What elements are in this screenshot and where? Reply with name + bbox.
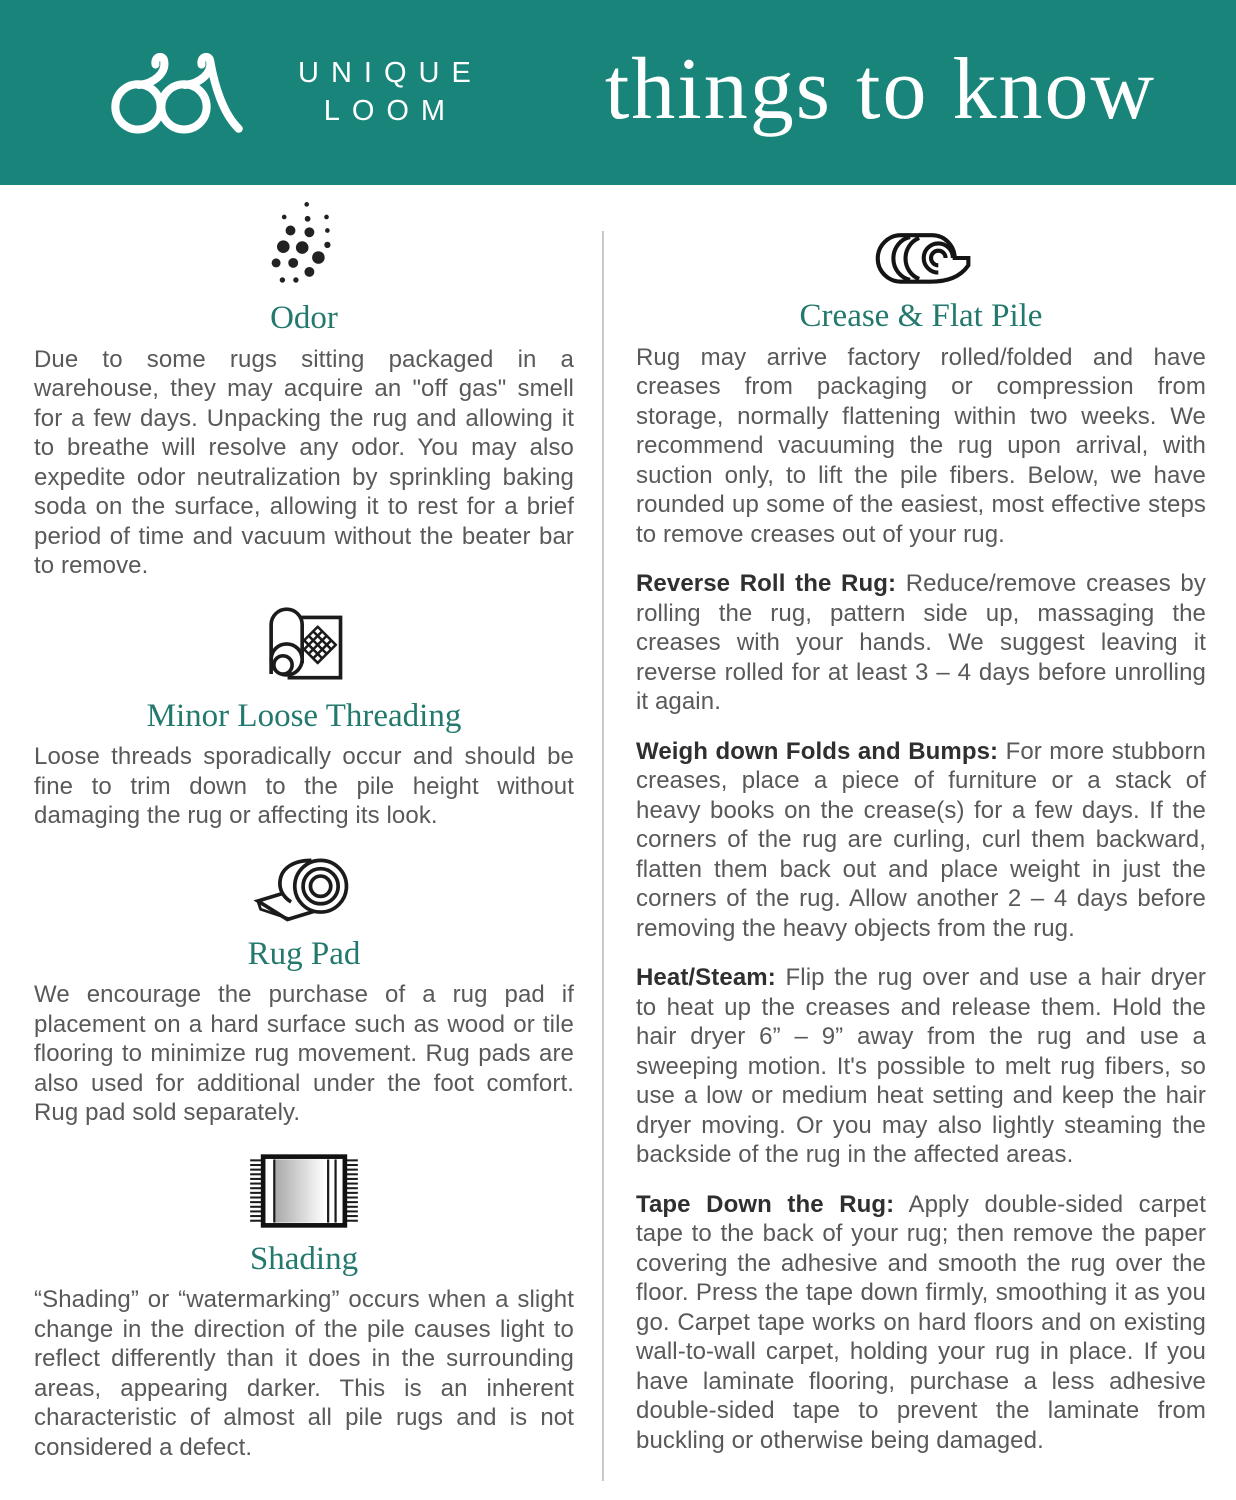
tip-label: Tape Down the Rug:: [636, 1190, 895, 1218]
section-crease-flat-pile: [636, 229, 1206, 1455]
tip-label: Heat/Steam:: [636, 964, 776, 992]
brand: [100, 47, 483, 139]
content: [0, 185, 1236, 1481]
tip-reverse-roll: [636, 569, 1206, 717]
section-heading: Crease & Flat Pile: [799, 298, 1043, 334]
section-body: “Shading” or “watermarking” occurs when a slight change in the direction of the pile causes light to reflect differently than it does in the surrounding areas, appearing darker. This is an inherent characteristic of almost all pile rugs and is not considered a defect.: [34, 1286, 574, 1461]
section-heading: Rug Pad: [247, 935, 361, 972]
section-intro: Rug may arrive factory rolled/folded and have creases from packaging or compression from storage, normally flattening within two weeks. We recommend vacuuming the rug upon arrival, with suction only, to lift the pile fibers. Below, we have rounded up some of the easiest, most effective steps to remove creases out of your rug.: [636, 343, 1206, 548]
shaded-rug-icon: [34, 1152, 574, 1230]
section-shading: [34, 1152, 574, 1463]
section-minor-loose-threading: [34, 599, 574, 831]
section-body: Due to some rugs sitting packaged in a warehouse, they may acquire an "off gas" smell for a few days. Unpacking the rug and allowing it to breathe will resolve any odor. You may also expedite odor neutralization by sprinkling baking soda on the surface, allowing it to rest for a brief period of time and vacuum without the beater bar to remove.: [34, 345, 574, 580]
left-column: [34, 185, 574, 1481]
tip-text: Apply double-sided carpet tape to the back of your rug; then remove the paper covering the adhesive and smooth the rug over the floor. Press the tape down firmly, smoothing it as you go. Carpet tape works on hard floors and on existing wall-to-wall carpet, holding your rug in place. If you have laminate flooring, purchase a less adhesive double-sided tape to prevent the laminate from buckling or otherwise being damaged.: [636, 1190, 1206, 1454]
brand-line-1: UNIQUE: [298, 56, 483, 89]
section-body: We encourage the purchase of a rug pad if placement on a hard surface such as wood or tile flooring to minimize rug movement. Rug pads are also used for additional under the foot comfort. Rug pad sold separately.: [34, 981, 574, 1127]
section-rug-pad: [34, 853, 574, 1128]
tip-heat-steam: [636, 963, 1206, 1170]
tip-label: Weigh down Folds and Bumps:: [636, 737, 999, 765]
unique-loom-logo-icon: [100, 47, 268, 139]
header-band: [0, 0, 1236, 185]
right-column: [604, 185, 1206, 1481]
tip-weigh-down: [636, 737, 1206, 944]
odor-dots-icon: [34, 199, 574, 289]
page-title: things to know: [604, 40, 1156, 138]
rolled-rug-crosshatch-icon: [34, 599, 574, 687]
section-heading: Shading: [249, 1240, 359, 1277]
brand-line-2: LOOM: [323, 94, 458, 127]
section-heading: Minor Loose Threading: [146, 697, 462, 734]
tip-text: Reduce/remove creases by rolling the rug, pattern side up, massaging the creases with your hands. We suggest leaving it reverse rolled for at least 3 – 4 days before unrolling it again.: [636, 570, 1206, 716]
tip-tape-down: [636, 1190, 1206, 1456]
rug-pad-roll-icon: [34, 853, 574, 925]
brand-name: [298, 55, 483, 130]
rolled-rug-side-icon: [636, 229, 1206, 287]
section-body: Loose threads sporadically occur and should be fine to trim down to the pile height without damaging the rug or affecting its look.: [34, 743, 574, 830]
section-heading: Odor: [270, 300, 338, 336]
tip-text: For more stubborn creases, place a piece of furniture or a stack of heavy books on the crease(s) for a few days. If the corners of the rug are curling, curl them backward, flatten them back out and place weight in just the corners of the rug. Allow another 2 – 4 days before removing the heavy objects from the rug.: [636, 737, 1206, 942]
tip-label: Reverse Roll the Rug:: [636, 570, 897, 598]
tip-text: Flip the rug over and use a hair dryer to heat up the creases and release them. Hold the hair dryer 6” – 9” away from the rug and use a sweeping motion. It's possible to melt rug fibers, so use a low or medium heat setting and keep the hair dryer moving. Or you may also lightly steaming the backside of the rug in the affected areas.: [636, 964, 1206, 1169]
section-odor: [34, 199, 574, 581]
